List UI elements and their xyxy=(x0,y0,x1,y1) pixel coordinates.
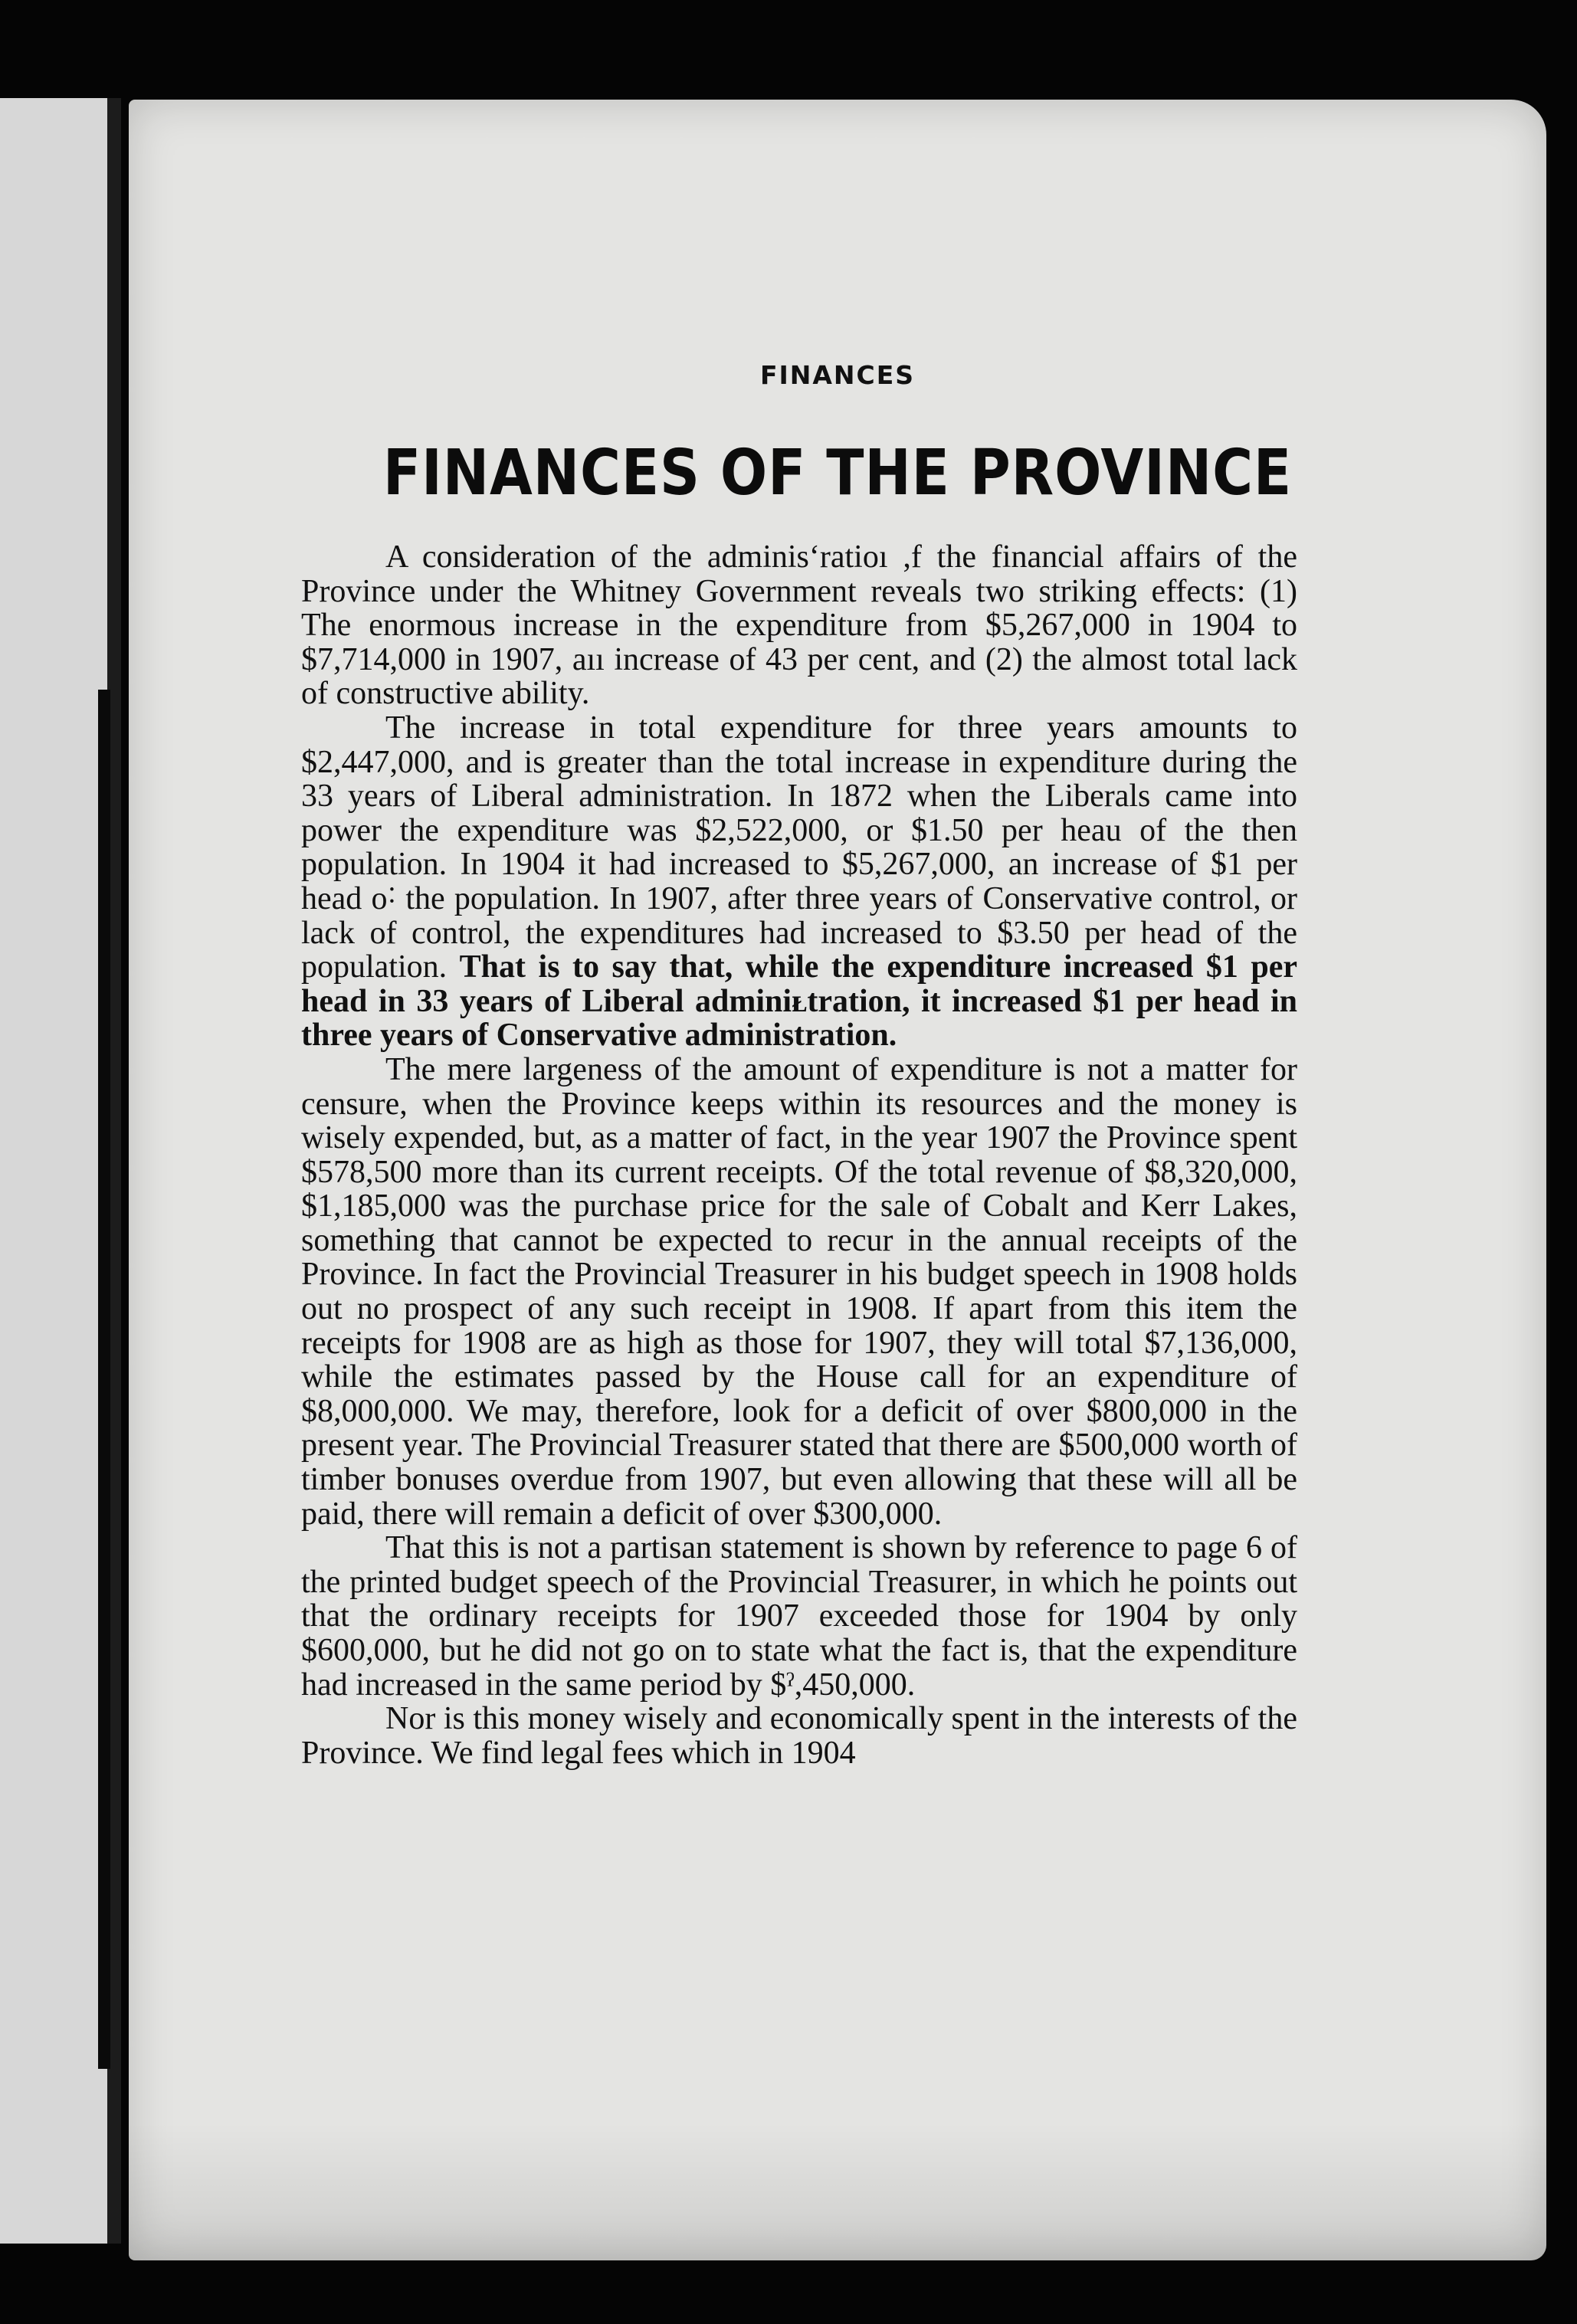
paragraph-1: A consideration of the adminis‘ratioı ,f the financial affairs of the Province under the Whitney Government reveals two striking effects: (1) The enormous increase in the expenditure from $5,267,000 in 1904 to $7,714,000 in 1907, aıı increase of 43 per cent, and (2) the almost total lack of constructive ability. xyxy=(301,539,1297,712)
running-head: FINANCES xyxy=(759,360,916,390)
page-gutter-shadow xyxy=(98,690,110,2069)
paragraph-3: The mere largeness of the amount of expenditure is not a matter for censure, when the Province keeps within its resources and the money is wisely expended, but, as a matter of fact, in the year 1907 the Province spent $578,500 more than its current receipts. Of the total revenue of $8,320,000, $1,185,000 was the purchase price for the sale of Cobalt and Kerr Lakes, something that cannot be expected to recur in the annual receipts of the Province. In fact the Provincial Treasurer in his budget speech in 1908 holds out no prospect of any such receipt in 1908. If apart from this item the receipts for 1908 are as high as those for 1907, they will total $7,136,000, while the estimates passed by the House call for an expenditure of $8,000,000. We may, therefore, look for a deficit of over $800,000 in the present year. The Provincial Treasurer stated that there are $500,000 worth of timber bonuses overdue from 1907, but even allowing that these will all be paid, there will remain a deficit of over $300,000. xyxy=(301,1051,1297,1532)
document-page xyxy=(129,100,1546,2260)
paragraph-4: That this is not a partisan statement is shown by reference to page 6 of the printed budget speech of the Provincial Treasurer, in which he points out that the ordinary receipts for 1907 exceeded those for 1904 by only $600,000, but he did not go on to state what the fact is, that the expenditure had increased in the same period by $ˀ,450,000. xyxy=(301,1530,1297,1703)
paragraph-5: Nor is this money wisely and economically spent in the interests of the Province. We find legal fees which in 1904 xyxy=(301,1701,1297,1771)
paragraph-2 xyxy=(301,711,1297,1053)
article-body xyxy=(301,540,1297,1770)
paragraph-2-bold-emphasis: That is to say that, while the expenditure increased $1 per head in 33 years of Liberal adminiᴌtration, it increased $1 per head in three years of Conservative administration. xyxy=(301,949,1298,1054)
paragraph-2-text: The increase in total expenditure for three years amounts to $2,447,000, and is greater than the total increase in expenditure during the 33 years of Liberal administration. In 1872 when the Liberals came into power the expenditure was $2,522,000, or $1.50 per heau of the then population. In 1904 it had increased to $5,267,000, an increase of $1 per head ᴏ˸ the population. In 1907, after three years of Conservative control, or lack of control, the expenditures had increased to $3.50 per head of the population. xyxy=(301,710,1297,985)
page-title: FINANCES OF THE PROVINCE xyxy=(382,437,1293,510)
